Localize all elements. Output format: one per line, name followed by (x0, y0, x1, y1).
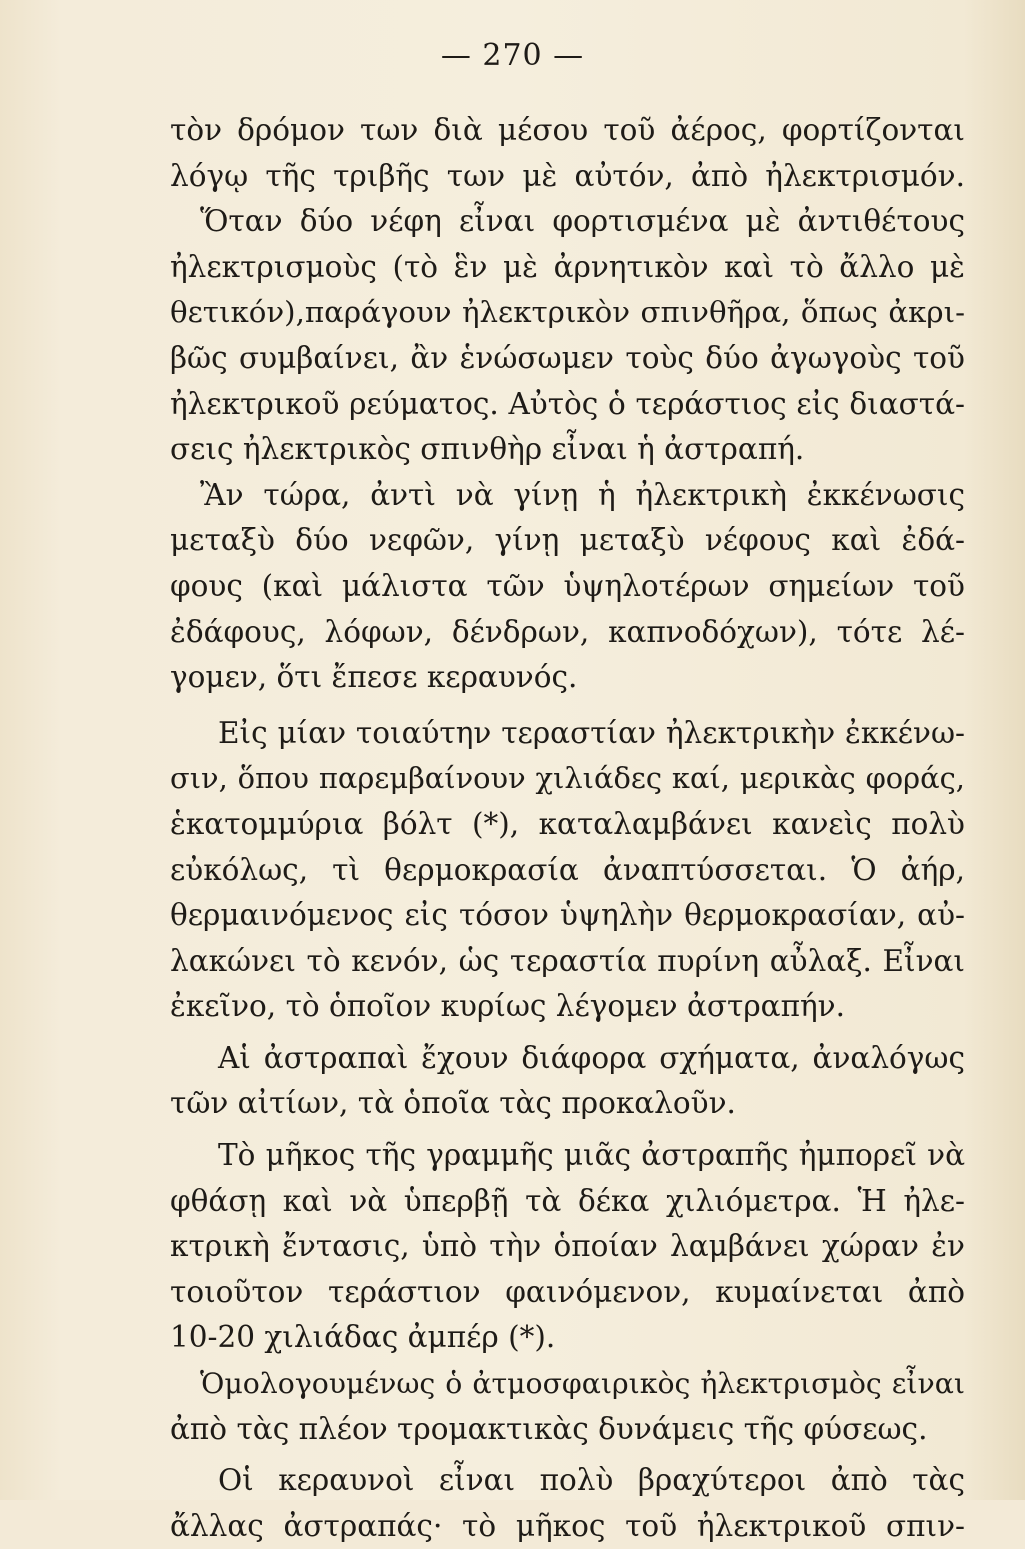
text-line: λακώνει τὸ κενόν, ὡς τεραστία πυρίνη αὖλαξ. Εἶναι (170, 943, 965, 978)
text-line: ἑκατομμύρια βόλτ (*), καταλαμβάνει κανεὶς πολὺ (170, 806, 965, 841)
text-line: Οἱ κεραυνοὶ εἶναι πολὺ βραχύτεροι ἀπὸ τὰς (218, 1463, 965, 1498)
text-line: Ὅταν δύο νέφη εἶναι φορτισμένα μὲ ἀντιθέτους (200, 204, 965, 239)
text-line: 10-20 χιλιάδας ἀμπέρ (*). (170, 1320, 556, 1355)
text-line: φθάσῃ καὶ νὰ ὑπερβῇ τὰ δέκα χιλιόμετρα. Ἡ ἠλε- (170, 1183, 965, 1218)
text-line: γομεν, ὅτι ἔπεσε κεραυνός. (170, 660, 578, 695)
text-line: Εἰς μίαν τοιαύτην τεραστίαν ἠλεκτρικὴν ἐκκένω- (218, 715, 965, 750)
text-line: τῶν αἰτίων, τὰ ὁποῖα τὰς προκαλοῦν. (170, 1086, 736, 1121)
text-line: ἠλεκτρικοῦ ρεύματος. Αὐτὸς ὁ τεράστιος εἰς διαστά- (170, 386, 965, 421)
text-line: θερμαινόμενος εἰς τόσον ὑψηλὴν θερμοκρασίαν, αὐ- (170, 898, 965, 933)
text-line: βῶς συμβαίνει, ἂν ἑνώσωμεν τοὺς δύο ἀγωγοὺς τοῦ (170, 340, 965, 375)
text-line: Αἱ ἀστραπαὶ ἔχουν διάφορα σχήματα, ἀναλόγως (218, 1040, 965, 1075)
text-line: ἐδάφους, λόφων, δένδρων, καπνοδόχων), τότε λέ- (170, 614, 965, 649)
text-line: Ἂν τώρα, ἀντὶ νὰ γίνῃ ἡ ἠλεκτρικὴ ἐκκένωσις (200, 477, 965, 512)
text-line: σεις ἠλεκτρικὸς σπινθὴρ εἶναι ἡ ἀστραπή. (170, 432, 805, 467)
text-line: μεταξὺ δύο νεφῶν, γίνῃ μεταξὺ νέφους καὶ ἐδά- (170, 523, 965, 558)
text-line: τοιοῦτον τεράστιον φαινόμενον, κυμαίνεται ἀπὸ (170, 1274, 965, 1309)
text-line: θετικόν),παράγουν ἠλεκτρικὸν σπινθῆρα, ὅπως ἀκρι- (170, 295, 965, 330)
page-number: — 270 — (440, 38, 585, 73)
text-line: τὸν δρόμον των διὰ μέσου τοῦ ἀέρος, φορτίζονται (170, 113, 965, 147)
text-line: ἄλλας ἀστραπάς· τὸ μῆκος τοῦ ἠλεκτρικοῦ σπιν- (170, 1508, 965, 1543)
text-line: ἐκεῖνο, τὸ ὁποῖον κυρίως λέγομεν ἀστραπήν. (170, 989, 845, 1024)
text-line: ἠλεκτρισμοὺς (τὸ ἓν μὲ ἀρνητικὸν καὶ τὸ ἄλλο μὲ (170, 249, 965, 284)
text-line: εὐκόλως, τὶ θερμοκρασία ἀναπτύσσεται. Ὁ ἀήρ, (170, 852, 965, 887)
text-line: λόγῳ τῆς τριβῆς των μὲ αὐτόν, ἀπὸ ἠλεκτρισμόν. (170, 158, 965, 193)
text-line: φους (καὶ μάλιστα τῶν ὑψηλοτέρων σημείων τοῦ (170, 568, 965, 603)
text-line: ἀπὸ τὰς πλέον τρομακτικὰς δυνάμεις τῆς φύσεως. (170, 1411, 928, 1446)
text-line: σιν, ὅπου παρεμβαίνουν χιλιάδες καί, μερικὰς φοράς, (170, 761, 965, 796)
text-line: Ὁμολογουμένως ὁ ἀτμοσφαιρικὸς ἠλεκτρισμὸς εἶναι (200, 1367, 965, 1401)
text-line: Τὸ μῆκος τῆς γραμμῆς μιᾶς ἀστραπῆς ἠμπορεῖ νὰ (218, 1138, 965, 1173)
body-text (170, 108, 965, 1549)
text-line: κτρικὴ ἔντασις, ὑπὸ τὴν ὁποίαν λαμβάνει χώραν ἐν (170, 1229, 965, 1264)
